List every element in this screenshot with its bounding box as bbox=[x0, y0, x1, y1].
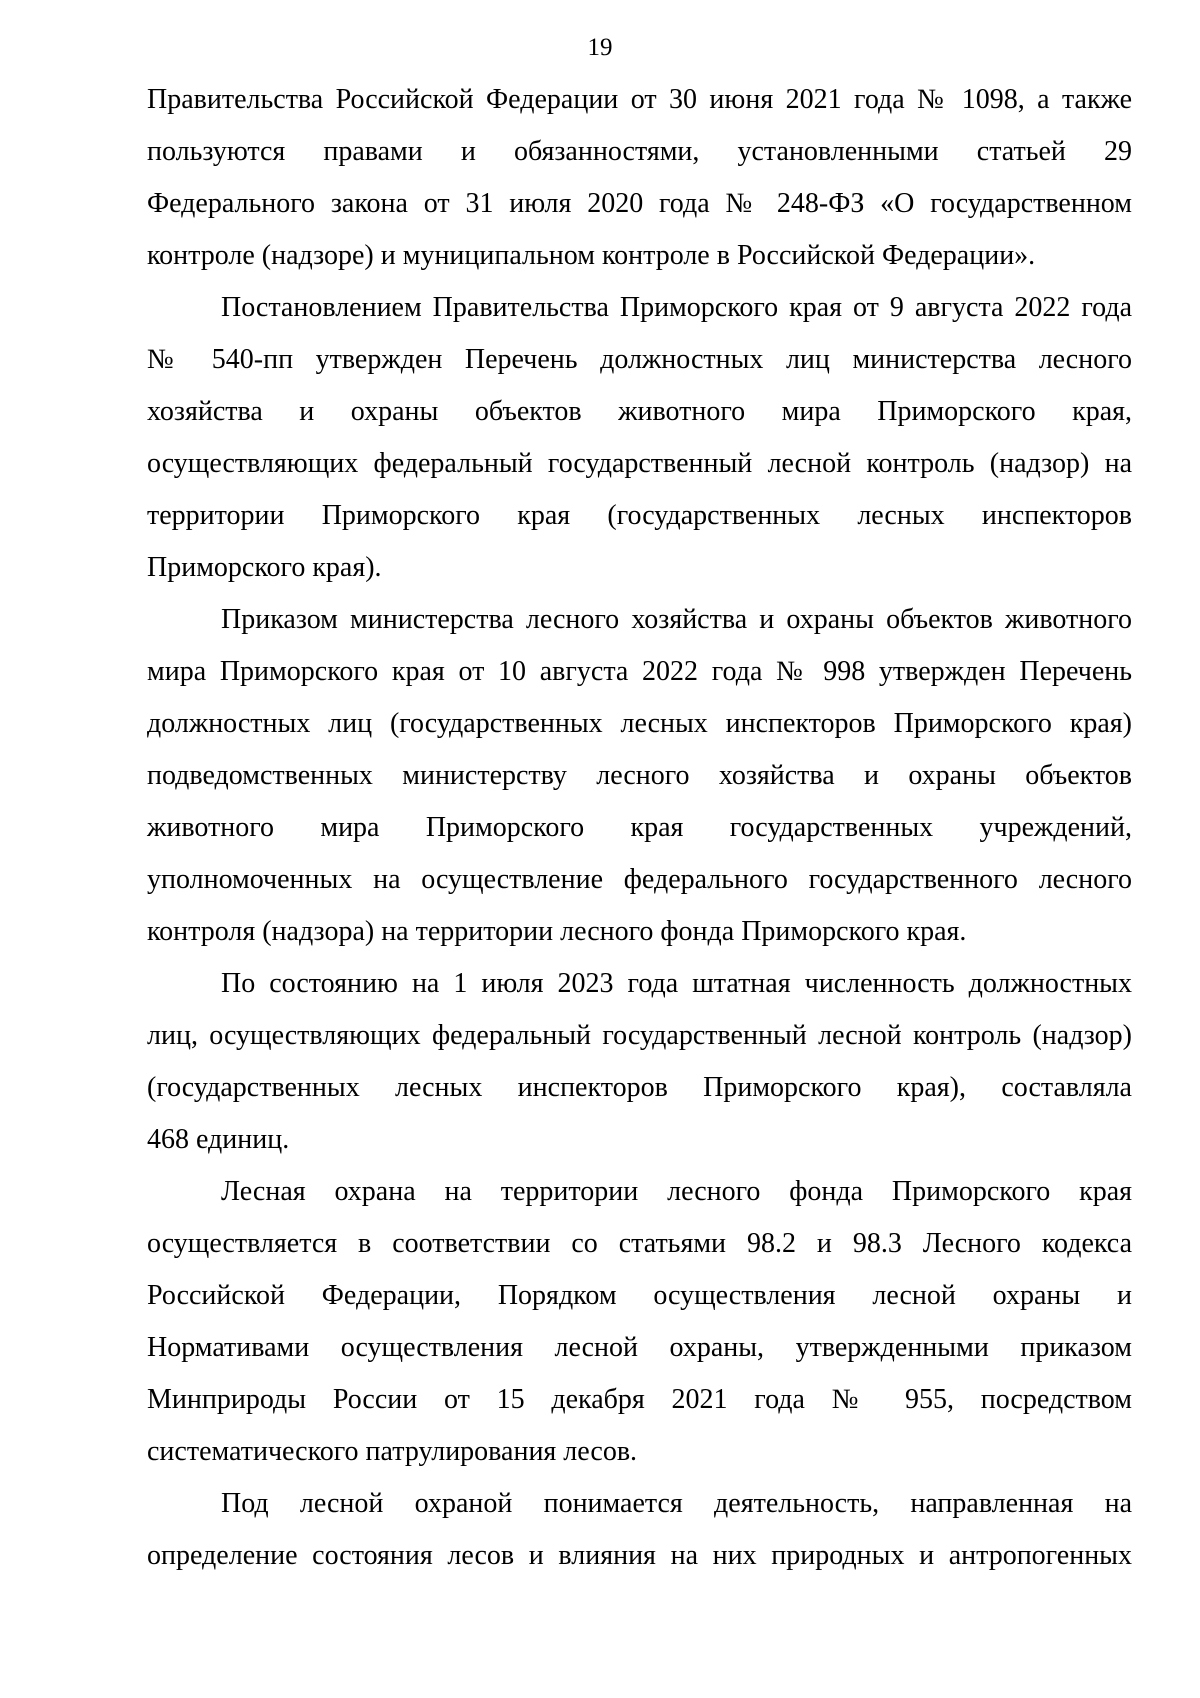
paragraph bbox=[147, 594, 1132, 958]
text-line: (государственных лесных инспекторов Приморского края), составляла bbox=[147, 1072, 1132, 1103]
text-line: лиц, осуществляющих федеральный государственный лесной контроль (надзор) bbox=[147, 1020, 1132, 1051]
text-line: животного мира Приморского края государственных учреждений, bbox=[147, 812, 1132, 843]
text-line: Лесная охрана на территории лесного фонда Приморского края bbox=[221, 1176, 1132, 1207]
text-line: уполномоченных на осуществление федерального государственного лесного bbox=[147, 864, 1132, 895]
text-line: Минприроды России от 15 декабря 2021 года № 955, посредством bbox=[147, 1384, 1132, 1415]
paragraph bbox=[147, 74, 1132, 282]
text-line: подведомственных министерству лесного хозяйства и охраны объектов bbox=[147, 760, 1132, 791]
text-line: № 540-пп утвержден Перечень должностных лиц министерства лесного bbox=[147, 344, 1132, 375]
text-line: контроле (надзоре) и муниципальном контроле в Российской Федерации». bbox=[147, 240, 1036, 271]
text-line: Приморского края). bbox=[147, 552, 382, 583]
text-line: мира Приморского края от 10 августа 2022 года № 998 утвержден Перечень bbox=[147, 656, 1132, 687]
text-line: осуществляющих федеральный государственный лесной контроль (надзор) на bbox=[147, 448, 1132, 479]
paragraph bbox=[147, 1478, 1132, 1582]
text-line: должностных лиц (государственных лесных инспекторов Приморского края) bbox=[147, 708, 1132, 739]
text-line: Правительства Российской Федерации от 30 июня 2021 года № 1098, а также bbox=[147, 84, 1132, 115]
page-number: 19 bbox=[587, 34, 613, 61]
text-line: Российской Федерации, Порядком осуществления лесной охраны и bbox=[147, 1280, 1132, 1311]
text-line: систематического патрулирования лесов. bbox=[147, 1436, 638, 1467]
text-line: осуществляется в соответствии со статьями 98.2 и 98.3 Лесного кодекса bbox=[147, 1228, 1132, 1259]
text-line: территории Приморского края (государственных лесных инспекторов bbox=[147, 500, 1132, 531]
text-line: хозяйства и охраны объектов животного мира Приморского края, bbox=[147, 396, 1132, 427]
text-line: определение состояния лесов и влияния на них природных и антропогенных bbox=[147, 1540, 1132, 1571]
text-line: По состоянию на 1 июля 2023 года штатная численность должностных bbox=[221, 968, 1132, 999]
document-body bbox=[147, 74, 1132, 1582]
paragraph bbox=[147, 958, 1132, 1166]
text-line: Под лесной охраной понимается деятельность, направленная на bbox=[221, 1488, 1132, 1519]
text-line: Постановлением Правительства Приморского края от 9 августа 2022 года bbox=[221, 292, 1132, 323]
text-line: Приказом министерства лесного хозяйства и охраны объектов животного bbox=[221, 604, 1132, 635]
paragraph bbox=[147, 282, 1132, 594]
paragraph bbox=[147, 1166, 1132, 1478]
text-line: 468 единиц. bbox=[147, 1124, 290, 1155]
text-line: Нормативами осуществления лесной охраны, утвержденными приказом bbox=[147, 1332, 1132, 1363]
text-line: пользуются правами и обязанностями, установленными статьей 29 bbox=[147, 136, 1132, 167]
text-line: контроля (надзора) на территории лесного фонда Приморского края. bbox=[147, 916, 967, 947]
text-line: Федерального закона от 31 июля 2020 года № 248-ФЗ «О государственном bbox=[147, 188, 1132, 219]
